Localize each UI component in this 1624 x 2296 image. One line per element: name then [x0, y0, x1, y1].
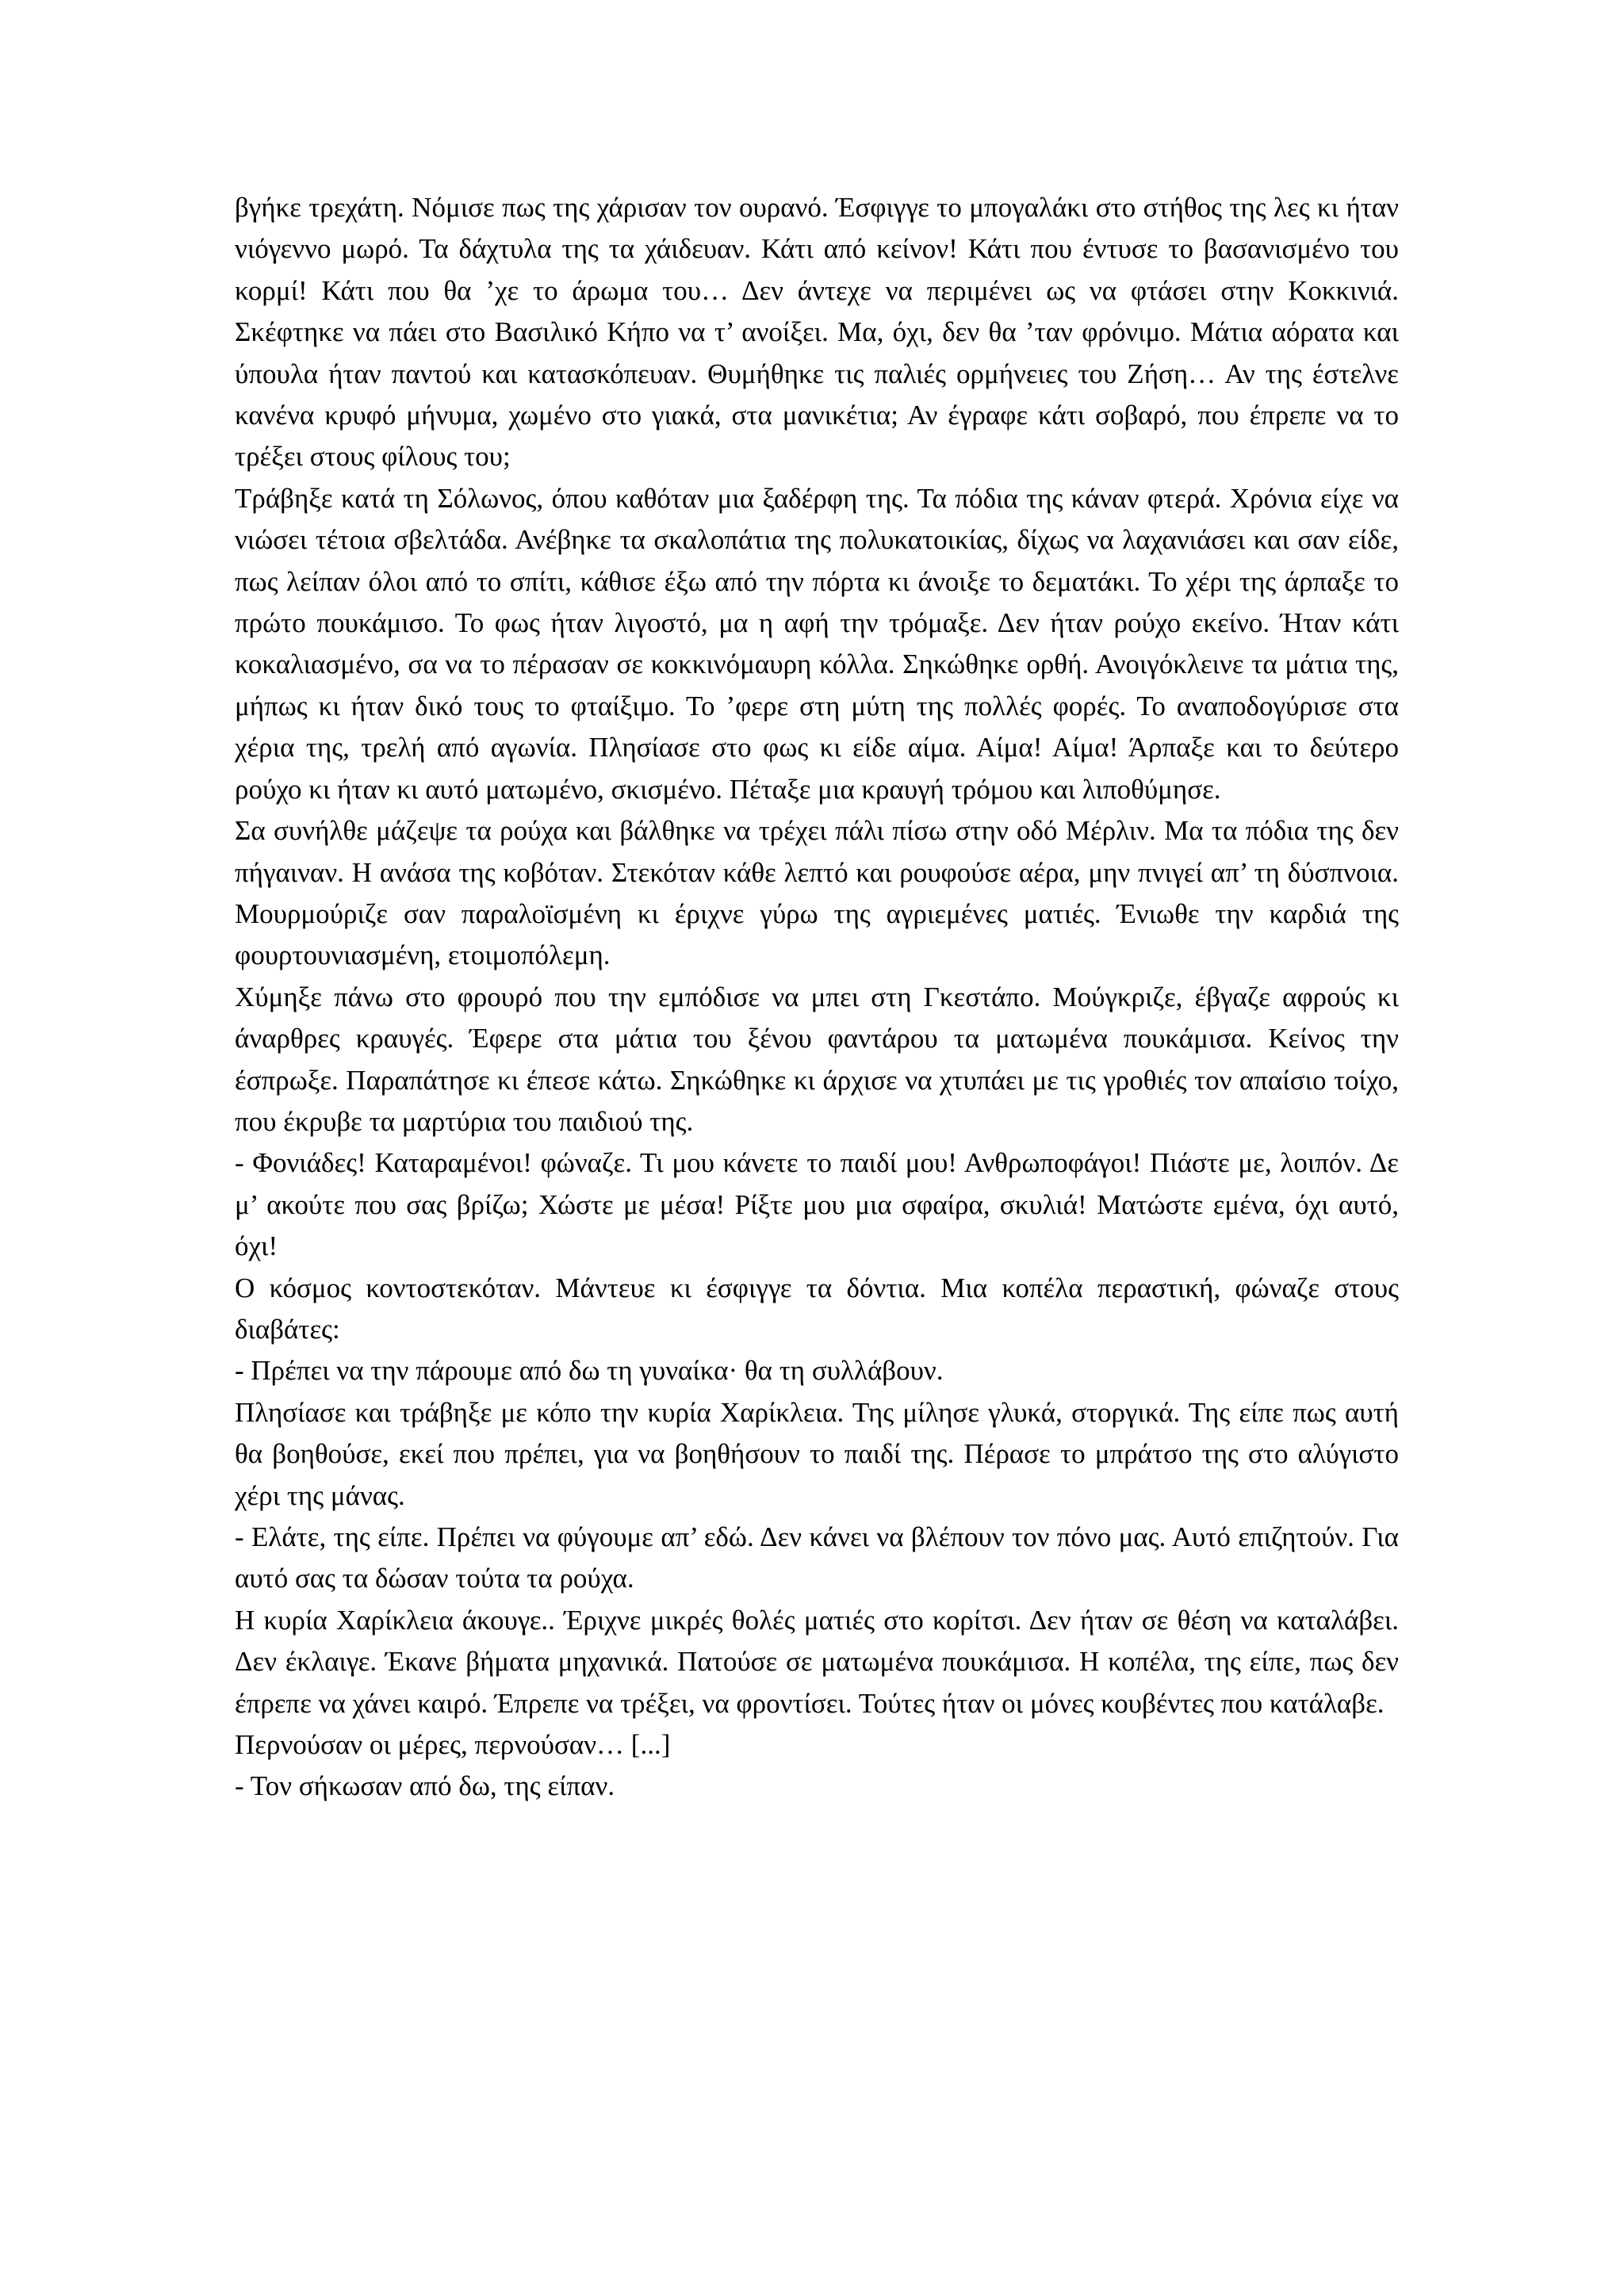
document-page	[235, 187, 1399, 1808]
paragraph: Η κυρία Χαρίκλεια άκουγε.. Έριχνε μικρές θολές ματιές στο κορίτσι. Δεν ήταν σε θέση να καταλάβει. Δεν έκλαιγε. Έκανε βήματα μηχανικά. Πατούσε σε ματωμένα πουκάμισα. Η κοπέλα, της είπε, πως δεν έπρεπε να χάνει καιρό. Έπρεπε να τρέξει, να φροντίσει. Τούτες ήταν οι μόνες κουβέντες που κατάλαβε.	[235, 1604, 1399, 1719]
dialogue-line: - Πρέπει να την πάρουμε από δω τη γυναίκα· θα τη συλλάβουν.	[235, 1355, 944, 1387]
dialogue-line: - Ελάτε, της είπε. Πρέπει να φύγουμε απ’ εδώ. Δεν κάνει να βλέπουν τον πόνο μας. Αυτό επιζητούν. Για αυτό σας τα δώσαν τούτα τα ρούχα.	[235, 1521, 1399, 1594]
paragraph: Χύμηξε πάνω στο φρουρό που την εμπόδισε να μπει στη Γκεστάπο. Μούγκριζε, έβγαζε αφρούς κι άναρθρες κραυγές. Έφερε στα μάτια του ξένου φαντάρου τα ματωμένα πουκάμισα. Κείνος την έσπρωξε. Παραπάτησε κι έπεσε κάτω. Σηκώθηκε κι άρχισε να χτυπάει με τις γροθιές τον απαίσιο τοίχο, που έκρυβε τα μαρτύρια του παιδιού της.	[235, 981, 1399, 1137]
paragraph: Πλησίασε και τράβηξε με κόπο την κυρία Χαρίκλεια. Της μίλησε γλυκά, στοργικά. Της είπε πως αυτή θα βοηθούσε, εκεί που πρέπει, για να βοηθήσουν το παιδί της. Πέρασε το μπράτσο της στο αλύγιστο χέρι της μάνας.	[235, 1396, 1399, 1511]
paragraph: βγήκε τρεχάτη. Νόμισε πως της χάρισαν τον ουρανό. Έσφιγγε το μπογαλάκι στο στήθος της λες κι ήταν νιόγεννο μωρό. Τα δάχτυλα της τα χάιδευαν. Κάτι από κείνον! Κάτι που έντυσε το βασανισμένο του κορμί! Κάτι που θα ’χε το άρωμα του… Δεν άντεχε να περιμένει ως να φτάσει στην Κοκκινιά. Σκέφτηκε να πάει στο Βασιλικό Κήπο να τ’ ανοίξει. Μα, όχι, δεν θα ’ταν φρόνιμο. Μάτια αόρατα και ύπουλα ήταν παντού και κατασκόπευαν. Θυμήθηκε τις παλιές ορμήνειες του Ζήση… Αν της έστελνε κανένα κρυφό μήνυμα, χωμένο στο γιακά, στα μανικέτια; Αν έγραφε κάτι σοβαρό, που έπρεπε να το τρέξει στους φίλους του;	[235, 192, 1399, 473]
paragraph: Ο κόσμος κοντοστεκόταν. Μάντευε κι έσφιγγε τα δόντια. Μια κοπέλα περαστική, φώναζε στους διαβάτες:	[235, 1272, 1399, 1345]
dialogue-line: - Φονιάδες! Καταραμένοι! φώναζε. Τι μου κάνετε το παιδί μου! Ανθρωποφάγοι! Πιάστε με, λοιπόν. Δε μ’ ακούτε που σας βρίζω; Χώστε με μέσα! Ρίξτε μου μια σφαίρα, σκυλιά! Ματώστε εμένα, όχι αυτό, όχι!	[235, 1147, 1399, 1262]
paragraph: Τράβηξε κατά τη Σόλωνος, όπου καθόταν μια ξαδέρφη της. Τα πόδια της κάναν φτερά. Χρόνια είχε να νιώσει τέτοια σβελτάδα. Ανέβηκε τα σκαλοπάτια της πολυκατοικίας, δίχως να λαχανιάσει και σαν είδε, πως λείπαν όλοι από το σπίτι, κάθισε έξω από την πόρτα κι άνοιξε το δεματάκι. Το χέρι της άρπαξε το πρώτο πουκάμισο. Το φως ήταν λιγοστό, μα η αφή την τρόμαξε. Δεν ήταν ρούχο εκείνο. Ήταν κάτι κοκαλιασμένο, σα να το πέρασαν σε κοκκινόμαυρη κόλλα. Σηκώθηκε ορθή. Ανοιγόκλεινε τα μάτια της, μήπως κι ήταν δικό τους το φταίξιμο. Το ’φερε στη μύτη της πολλές φορές. Το αναποδογύρισε στα χέρια της, τρελή από αγωνία. Πλησίασε στο φως κι είδε αίμα. Αίμα! Αίμα! Άρπαξε και το δεύτερο ρούχο κι ήταν κι αυτό ματωμένο, σκισμένο. Πέταξε μια κραυγή τρόμου και λιποθύμησε.	[235, 482, 1399, 805]
dialogue-line: - Τον σήκωσαν από δω, της είπαν.	[235, 1770, 615, 1802]
paragraph: Σα συνήλθε μάζεψε τα ρούχα και βάλθηκε να τρέχει πάλι πίσω στην οδό Μέρλιν. Μα τα πόδια της δεν πήγαιναν. Η ανάσα της κοβόταν. Στεκόταν κάθε λεπτό και ρουφούσε αέρα, μην πνιγεί απ’ τη δύσπνοια. Μουρμούριζε σαν παραλοϊσμένη κι έριχνε γύρω της αγριεμένες ματιές. Ένιωθε την καρδιά της φουρτουνιασμένη, ετοιμοπόλεμη.	[235, 815, 1399, 971]
paragraph: Περνούσαν οι μέρες, περνούσαν… [...]	[235, 1729, 671, 1761]
